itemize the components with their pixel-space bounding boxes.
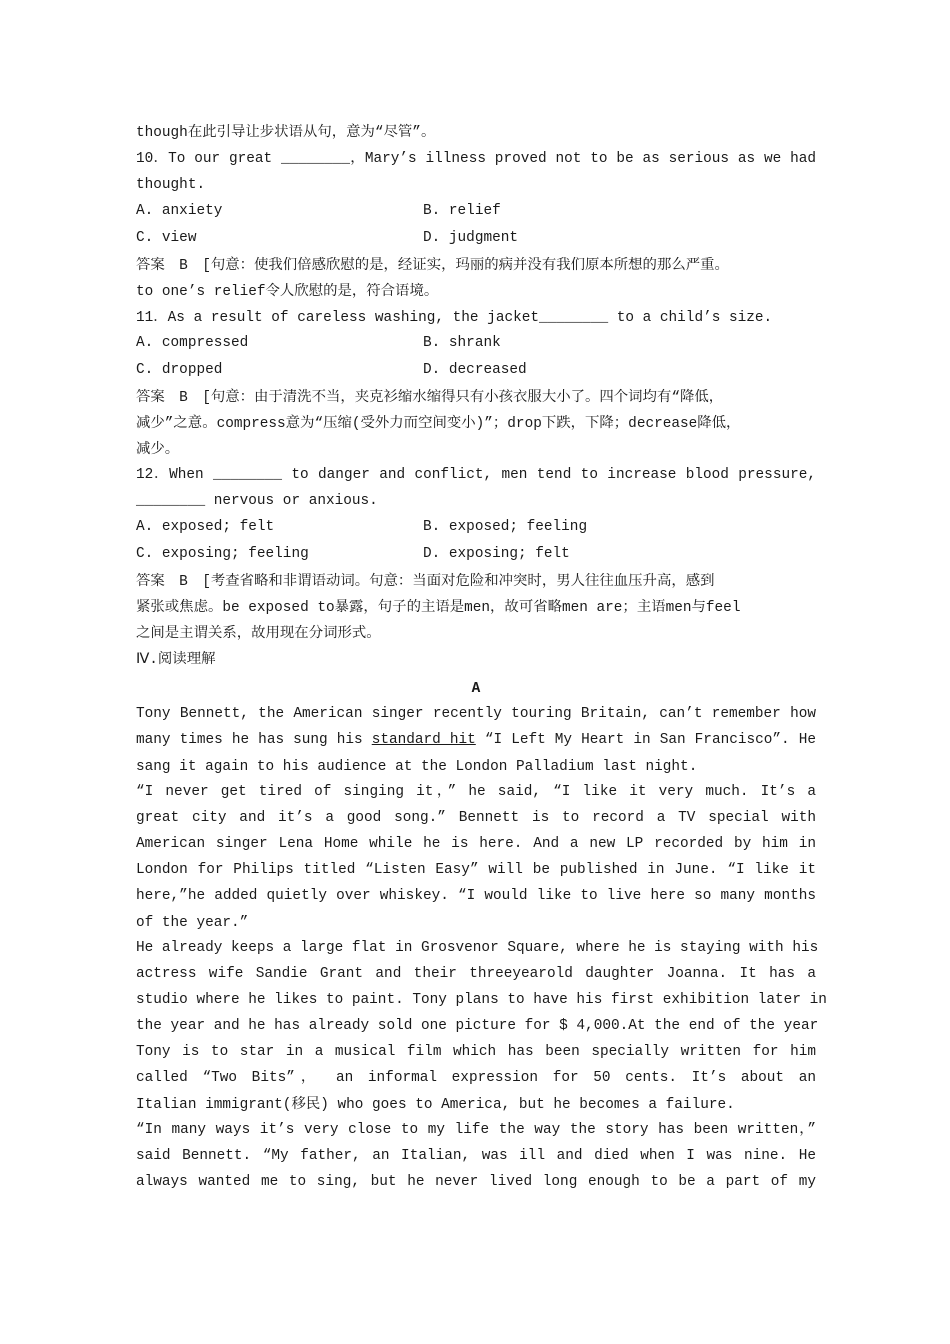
p3-line-1: He already keeps a large flat in Grosvenor Square, where he is staying with his xyxy=(136,940,819,956)
p4-line-2: said Bennett. “My father, an Italian, was ill and died when I was nine. He xyxy=(136,1148,816,1164)
p1-line-2-end: “I Left My Heart in San Francisco”. He xyxy=(475,732,817,748)
q10-answer-line-2: to one’s relief令人欣慰的是，符合语境。 xyxy=(136,284,439,300)
q12-options-row-2 xyxy=(136,541,816,568)
p3-line-2: actress wife Sandie Grant and their threeyearold daughter Joanna. It has a xyxy=(136,966,816,982)
q12-options-row-1 xyxy=(136,514,816,541)
q12-stem-line-2: ________ nervous or anxious. xyxy=(136,493,378,509)
p2-line-2: great city and it’s a good song.” Bennett is to record a TV special with xyxy=(136,810,816,826)
q12-answer-line-1: 答案 B [考查省略和非谓语动词。句意：当面对危险和冲突时，男人往往血压升高，感到 xyxy=(136,574,715,590)
p2-line-1: “I never get tired of singing it，” he said, “I like it very much. It’s a xyxy=(136,784,816,800)
question-10 xyxy=(136,146,816,304)
passage-paragraph-2 xyxy=(136,780,816,936)
q12-answer-line-2: 紧张或焦虑。be exposed to暴露，句子的主语是men，故可省略men are；主语men与feel xyxy=(136,600,741,616)
p1-line-3: sang it again to his audience at the London Palladium last night. xyxy=(136,759,698,775)
q11-answer-line-2: 减少”之意。compress意为“压缩(受外力而空间变小)”；drop下跌，下降；decrease降低， xyxy=(136,416,741,432)
question-12 xyxy=(136,462,816,646)
p3-line-3: studio where he likes to paint. Tony plans to have his first exhibition later in xyxy=(136,992,827,1008)
q12-answer-line-3: 之间是主谓关系，故用现在分词形式。 xyxy=(136,626,381,642)
p1-line-2-start: many times he has sung his xyxy=(136,732,372,748)
p4-line-3: always wanted me to sing, but he never lived long enough to be a part of my xyxy=(136,1174,816,1190)
q10-option-d: D. judgment xyxy=(423,230,518,246)
p4-line-1: “In many ways it’s very close to my life the way the story has been written，” xyxy=(136,1122,816,1138)
q12-option-b: B. exposed; feeling xyxy=(423,519,588,535)
q12-option-a: A. exposed; felt xyxy=(136,519,275,535)
q10-option-a: A. anxiety xyxy=(136,203,223,219)
q11-answer-line-3: 减少。 xyxy=(136,442,180,458)
p2-line-4: London for Philips titled “Listen Easy” will be published in June. “I like it xyxy=(136,862,816,878)
q11-answer-line-1: 答案 B [句意：由于清洗不当，夹克衫缩水缩得只有小孩衣服大小了。四个词均有“降低， xyxy=(136,390,724,406)
q11-stem-line-1: 11．As a result of careless washing, the jacket________ to a child’s size. xyxy=(136,310,773,326)
passage-paragraph-3 xyxy=(136,936,827,1118)
p2-line-3: American singer Lena Home while he is here. And a new LP recorded by him in xyxy=(136,836,816,852)
q10-option-b: B. relief xyxy=(423,203,501,219)
q12-option-c: C. exposing; feeling xyxy=(136,546,309,562)
p1-line-2 xyxy=(136,728,816,754)
q11-option-b: B. shrank xyxy=(423,335,501,351)
q12-stem-line-1: 12．When ________ to danger and conflict, men tend to increase blood pressure, xyxy=(136,467,816,483)
passage-title: A xyxy=(471,681,481,697)
q11-options-row-1 xyxy=(136,330,816,357)
q10-option-c: C. view xyxy=(136,230,197,246)
passage-paragraph-1 xyxy=(136,702,816,780)
q10-stem-line-2: thought. xyxy=(136,177,206,193)
p1-line-1: Tony Bennett, the American singer recently touring Britain, can’t remember how xyxy=(136,706,816,722)
p2-line-5: here,”he added quietly over whiskey. “I would like to live here so many months xyxy=(136,888,816,904)
q9-explanation-tail: though在此引导让步状语从句，意为“尽管”。 xyxy=(136,125,436,141)
q12-option-d: D. exposing; felt xyxy=(423,546,570,562)
q11-option-d: D. decreased xyxy=(423,362,527,378)
q10-options-row-2 xyxy=(136,225,816,252)
question-11 xyxy=(136,304,816,462)
q11-option-a: A. compressed xyxy=(136,335,249,351)
document-page xyxy=(136,120,827,1196)
q11-options-row-2 xyxy=(136,357,816,384)
p3-line-5: Tony is to star in a musical film which has been specially written for him xyxy=(136,1044,816,1060)
p3-line-4: the year and he has already sold one picture for $ 4,000.At the end of the year xyxy=(136,1018,819,1034)
p2-line-6: of the year.” xyxy=(136,915,249,931)
p3-line-7: Italian immigrant(移民) who goes to America, but he becomes a failure. xyxy=(136,1097,735,1113)
q10-options-row-1 xyxy=(136,198,816,225)
q10-stem-line-1: 10．To our great ________，Mary’s illness proved not to be as serious as we had xyxy=(136,151,816,167)
q10-answer-line-1: 答案 B [句意：使我们倍感欣慰的是，经证实，玛丽的病并没有我们原本所想的那么严重。 xyxy=(136,258,729,274)
section-heading: Ⅳ.阅读理解 xyxy=(136,652,216,668)
passage-paragraph-4 xyxy=(136,1118,816,1196)
p3-line-6: called “Two Bits”， an informal expression for 50 cents. It’s about an xyxy=(136,1070,816,1086)
underlined-phrase: standard hit xyxy=(371,732,476,748)
q11-option-c: C. dropped xyxy=(136,362,223,378)
